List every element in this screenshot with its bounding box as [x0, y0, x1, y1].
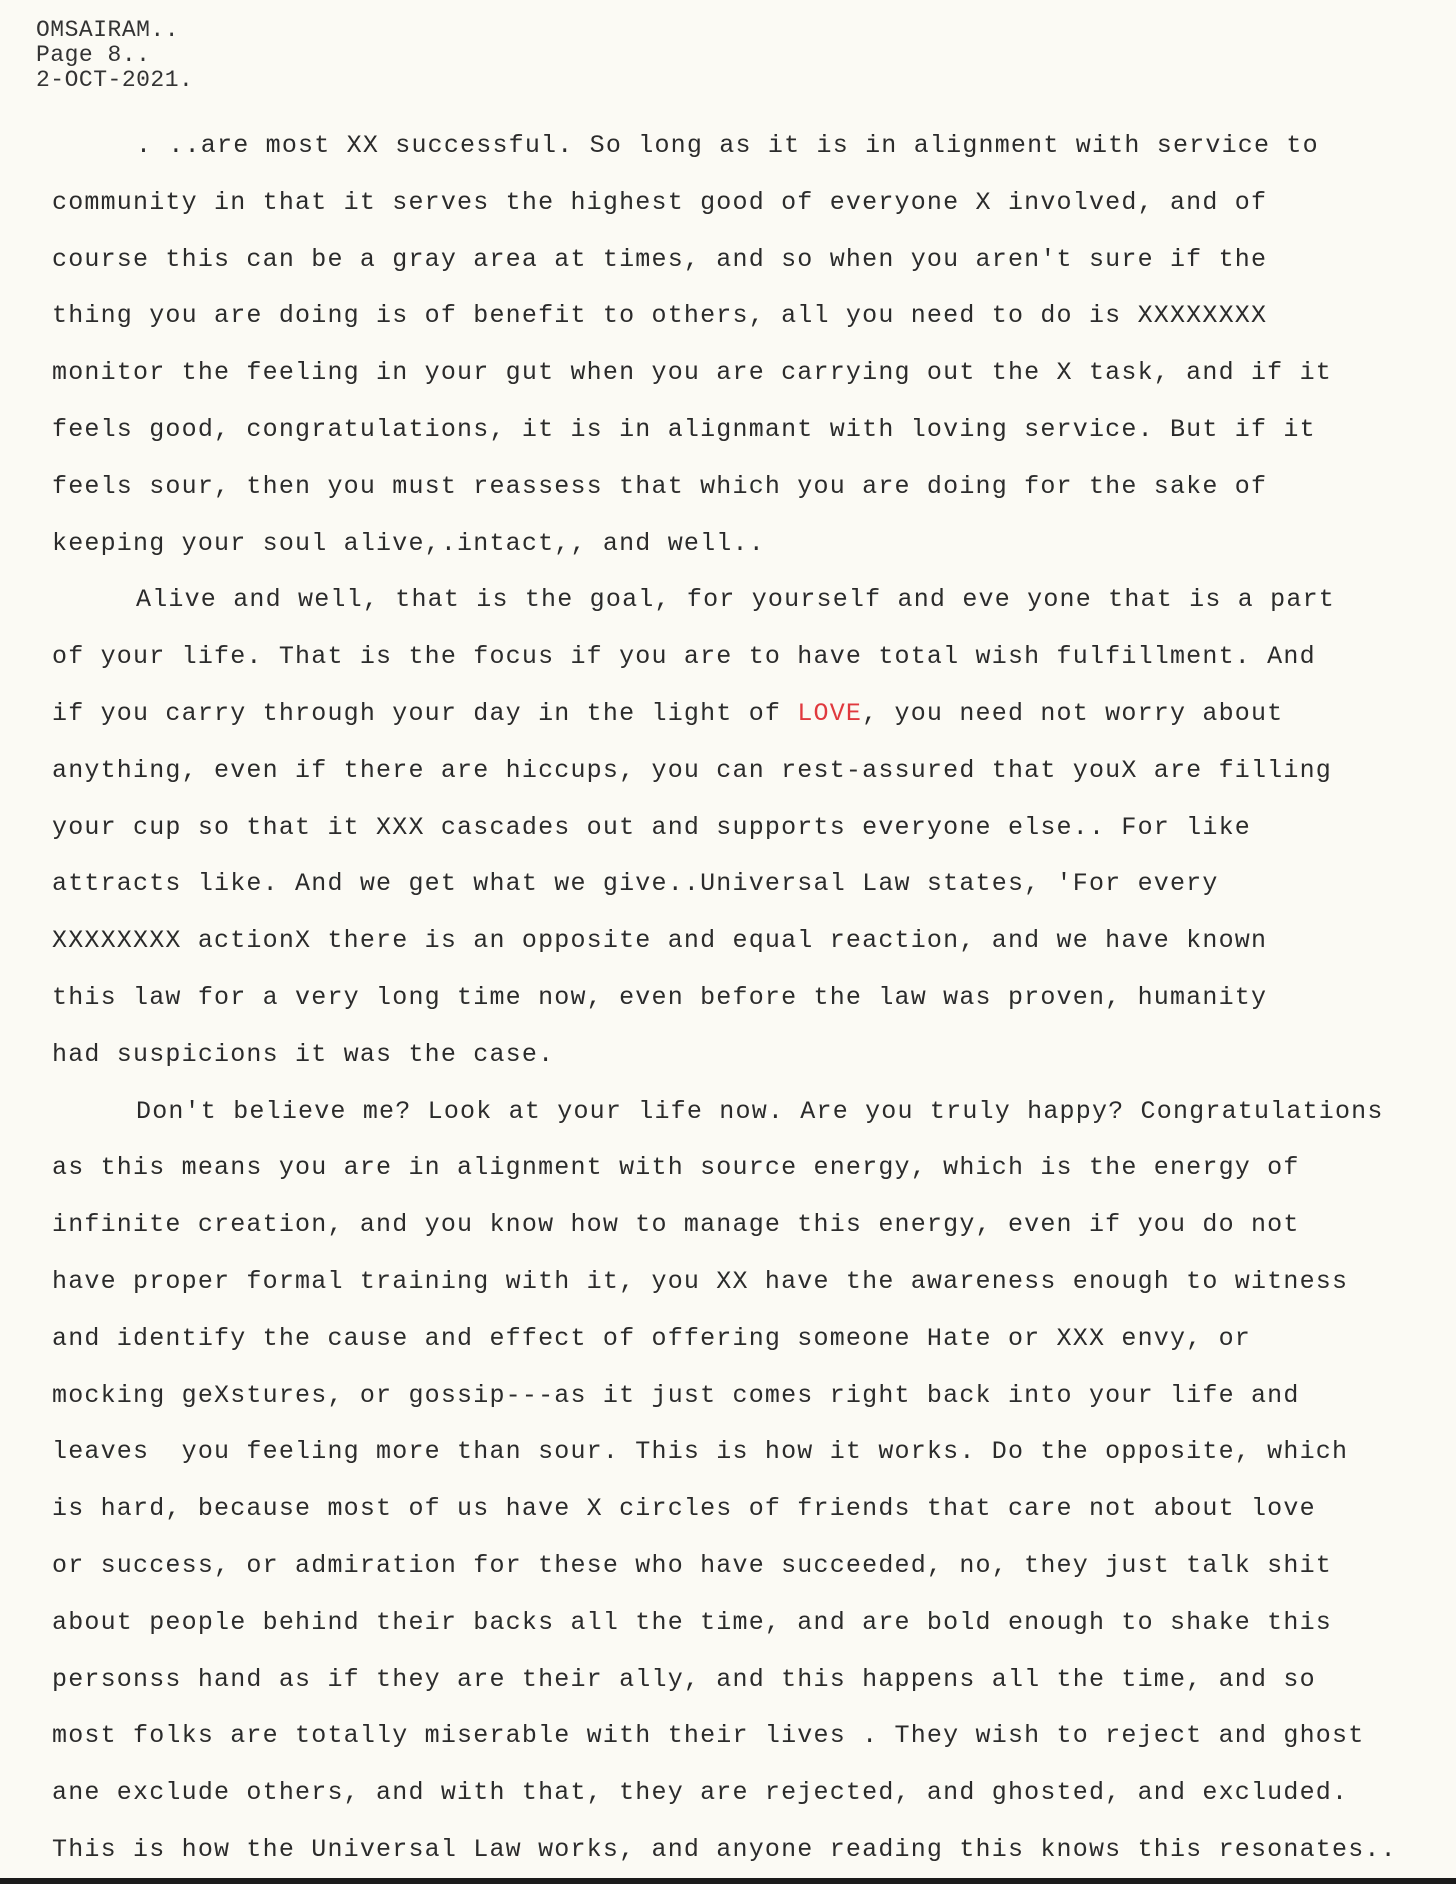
text-line: most folks are totally miserable with their lives . They wish to reject and ghost	[52, 1721, 1365, 1751]
text-line: feels good, congratulations, it is in alignmant with loving service. But if it	[52, 414, 1316, 444]
text-line: leaves you feeling more than sour. This is how it works. Do the opposite, which	[52, 1437, 1349, 1467]
text-line: ane exclude others, and with that, they are rejected, and ghosted, and excluded.	[52, 1778, 1349, 1808]
body-text	[52, 118, 1442, 1879]
text-line: this law for a very long time now, even before the law was proven, humanity	[52, 982, 1268, 1012]
text-line: of your life. That is the focus if you are to have total wish fulfillment. And	[52, 642, 1316, 672]
text-line: keeping your soul alive,.intact,, and well..	[52, 528, 765, 558]
page-header	[36, 18, 193, 93]
text-line: course this can be a gray area at times, and so when you aren't sure if the	[52, 244, 1268, 274]
text-line: attracts like. And we get what we give..Universal Law states, 'For every	[52, 869, 1219, 899]
text-line: or success, or admiration for these who have succeeded, no, they just talk shit	[52, 1550, 1332, 1580]
text-line: about people behind their backs all the time, and are bold enough to shake this	[52, 1607, 1332, 1637]
text-line: and identify the cause and effect of offering someone Hate or XXX envy, or	[52, 1323, 1251, 1353]
text-line: community in that it serves the highest good of everyone X involved, and of	[52, 187, 1268, 217]
text-line: anything, even if there are hiccups, you can rest-assured that youX are filling	[52, 755, 1332, 785]
header-date: 2-OCT-2021.	[36, 67, 194, 93]
text-line: mocking geXstures, or gossip---as it just comes right back into your life and	[52, 1380, 1300, 1410]
text-line: . ..are most XX successful. So long as it is in alignment with service to	[136, 131, 1319, 160]
text-line: as this means you are in alignment with source energy, which is the energy of	[52, 1153, 1300, 1183]
text-line: This is how the Universal Law works, and anyone reading this knows this resonates..	[52, 1834, 1397, 1864]
text-line: is hard, because most of us have X circles of friends that care not about love	[52, 1494, 1316, 1524]
text-line: infinite creation, and you know how to manage this energy, even if you do not	[52, 1210, 1300, 1240]
text-line: your cup so that it XXX cascades out and supports everyone else.. For like	[52, 812, 1251, 842]
text-line: thing you are doing is of benefit to others, all you need to do is XXXXXXXX	[52, 301, 1268, 331]
header-page-number: Page 8..	[36, 42, 151, 68]
text-segment: if you carry through your day in the light of	[52, 698, 798, 728]
text-line: XXXXXXXX actionX there is an opposite and equal reaction, and we have known	[52, 926, 1268, 956]
love-word-red: LOVE	[797, 698, 863, 728]
header-title: OMSAIRAM..	[36, 17, 180, 43]
text-line-with-love	[52, 686, 1442, 743]
text-line: have proper formal training with it, you XX have the awareness enough to witness	[52, 1266, 1349, 1296]
text-line: monitor the feeling in your gut when you are carrying out the X task, and if it	[52, 358, 1332, 388]
text-line: Don't believe me? Look at your life now. Are you truly happy? Congratulations	[136, 1096, 1384, 1126]
text-line: Alive and well, that is the goal, for yourself and eve yone that is a part	[136, 585, 1335, 615]
text-segment: , you need not worry about	[862, 698, 1284, 728]
text-line: had suspicions it was the case.	[52, 1039, 555, 1069]
text-line: feels sour, then you must reassess that which you are doing for the sake of	[52, 471, 1268, 501]
bottom-edge-line	[0, 1878, 1456, 1884]
text-line: personss hand as if they are their ally, and this happens all the time, and so	[52, 1664, 1316, 1694]
